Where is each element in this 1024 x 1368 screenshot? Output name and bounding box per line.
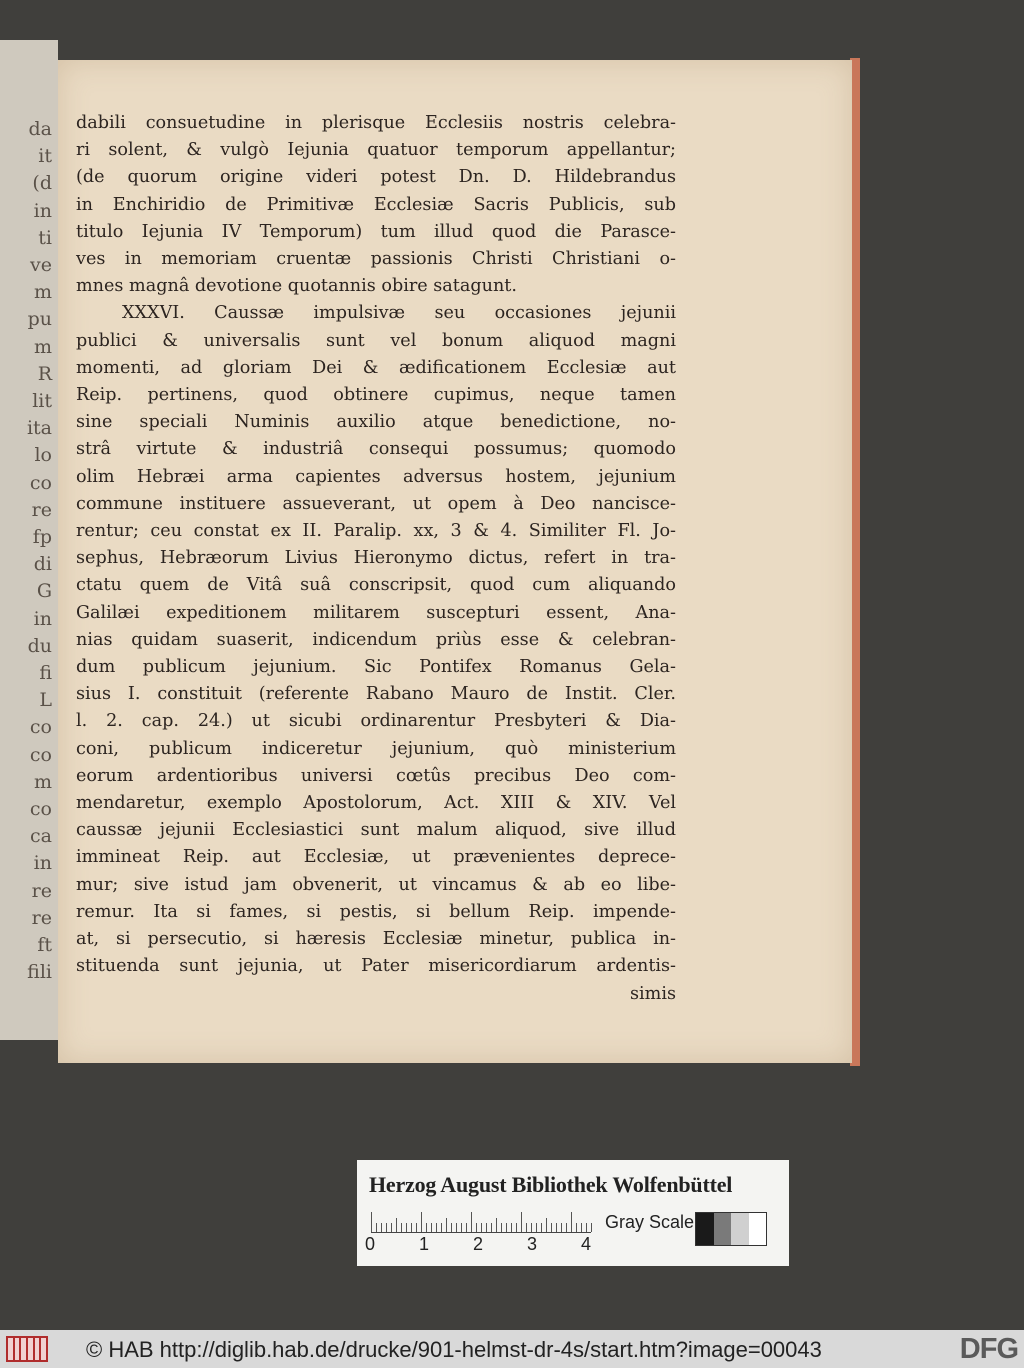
left-page-fragment: re xyxy=(31,906,52,929)
catchword: simis xyxy=(630,983,676,1004)
left-page-fragment: in xyxy=(33,199,52,222)
dfg-logo: DFG xyxy=(959,1333,1018,1365)
text-line: XXXVI. Caussæ impulsivæ seu occasiones jejunii xyxy=(122,303,676,324)
text-line: rentur; ceu constat ex II. Paralip. xx, 3 & 4. Similiter Fl. Jo- xyxy=(76,521,676,542)
text-line: in Enchiridio de Primitivæ Ecclesiæ Sacris Publicis, sub xyxy=(76,194,676,215)
ruler-tick xyxy=(371,1212,372,1232)
left-page-edge xyxy=(0,40,58,1040)
ruler-number: 2 xyxy=(473,1234,484,1254)
left-page-fragment: fili xyxy=(27,961,52,984)
text-line: dum publicum jejunium. Sic Pontifex Romanus Gela- xyxy=(76,657,676,678)
text-line: ctatu quem de Vitâ suâ conscripsit, quod cum aliquando xyxy=(76,575,676,596)
left-page-fragment: ca xyxy=(30,825,52,848)
left-page-fragment: da xyxy=(28,118,52,140)
text-line: dabili consuetudine in plerisque Ecclesiis nostris celebra- xyxy=(76,113,676,133)
left-page-fragment: co xyxy=(29,743,52,766)
ruler-tick xyxy=(591,1223,592,1232)
ruler-tick xyxy=(381,1223,382,1232)
ruler-tick xyxy=(441,1223,442,1232)
ruler-tick xyxy=(486,1223,487,1232)
ruler-tick xyxy=(426,1223,427,1232)
ruler-tick xyxy=(476,1223,477,1232)
text-line: mnes magnâ devotione quotannis obire satagunt. xyxy=(76,276,517,297)
ruler-tick xyxy=(556,1223,557,1232)
ruler-tick xyxy=(456,1223,457,1232)
left-page-fragment: L xyxy=(39,689,52,712)
left-page-fragment: co xyxy=(29,716,52,739)
ruler-tick xyxy=(386,1223,387,1232)
ruler-tick xyxy=(576,1223,577,1232)
ruler-tick xyxy=(586,1223,587,1232)
gray-scale-label: Gray Scale xyxy=(605,1212,695,1232)
left-page-fragment: du xyxy=(27,634,52,657)
text-line: l. 2. cap. 24.) ut sicubi ordinarentur Presbyteri & Dia- xyxy=(76,711,676,732)
ruler-tick xyxy=(491,1223,492,1232)
ruler-tick xyxy=(541,1223,542,1232)
gray-swatch xyxy=(714,1213,732,1245)
text-line: (de quorum origine videri potest Dn. D. Hildebrandus xyxy=(76,167,676,188)
ruler-number: 4 xyxy=(581,1234,592,1254)
left-page-fragment: ve xyxy=(30,254,52,276)
ruler-tick xyxy=(571,1212,572,1232)
text-line: sephus, Hebræorum Livius Hieronymo dictus, refert in tra- xyxy=(76,548,676,569)
left-page-fragment: re xyxy=(31,879,52,902)
library-name: Herzog August Bibliothek Wolfenbüttel xyxy=(369,1172,733,1197)
text-line: titulo Iejunia IV Temporum) tum illud quod die Parasce- xyxy=(76,221,676,242)
left-page-fragment: (d xyxy=(32,172,52,195)
ruler-tick xyxy=(551,1223,552,1232)
gray-scale-swatches xyxy=(695,1212,767,1246)
text-line: sius I. constituit (referente Rabano Mauro de Instit. Cler. xyxy=(76,684,676,705)
gray-swatch xyxy=(731,1213,749,1245)
text-line: mendaretur, exemplo Apostolorum, Act. XIII & XIV. Vel xyxy=(76,793,676,814)
ruler-tick xyxy=(451,1223,452,1232)
ruler-tick xyxy=(481,1223,482,1232)
left-page-fragment: lo xyxy=(34,444,52,467)
text-line: caussæ jejunii Ecclesiastici sunt malum aliquod, sive illud xyxy=(76,820,676,841)
ruler-tick xyxy=(506,1223,507,1232)
text-line: publici & universalis sunt vel bonum aliquod magni xyxy=(76,330,676,351)
text-line: olim Hebræi arma capientes adversus hostem, jejunium xyxy=(76,466,676,487)
hab-logo-icon xyxy=(6,1336,48,1362)
left-page-fragment: m xyxy=(33,281,52,304)
ruler-tick xyxy=(396,1218,397,1232)
ruler-tick xyxy=(411,1223,412,1232)
left-page-fragment: co xyxy=(29,471,52,494)
ruler-tick xyxy=(581,1223,582,1232)
ruler-tick xyxy=(501,1223,502,1232)
ruler-tick xyxy=(546,1218,547,1232)
ruler-tick xyxy=(436,1223,437,1232)
text-line: commune instituere assueverant, ut opem à Deo nancisce- xyxy=(76,493,676,514)
ruler-tick xyxy=(391,1223,392,1232)
ruler-tick xyxy=(536,1223,537,1232)
copyright-link[interactable]: © HAB http://diglib.hab.de/drucke/901-helmst-dr-4s/start.htm?image=00043 xyxy=(86,1337,822,1362)
ruler-tick xyxy=(376,1223,377,1232)
ruler-tick xyxy=(431,1223,432,1232)
gray-swatch xyxy=(696,1213,714,1245)
ruler-tick xyxy=(496,1218,497,1232)
ruler-tick xyxy=(446,1218,447,1232)
text-line: sine speciali Numinis auxilio atque benedictione, no- xyxy=(76,412,676,433)
color-target-card xyxy=(357,1160,789,1266)
ruler-tick xyxy=(526,1223,527,1232)
left-page-fragment: ft xyxy=(37,934,52,956)
text-line: momenti, ad gloriam Dei & ædificationem Ecclesiæ aut xyxy=(76,357,676,378)
scale-ruler xyxy=(371,1212,591,1233)
text-line: stituenda sunt jejunia, ut Pater misericordiarum ardentis- xyxy=(76,956,676,977)
ruler-tick xyxy=(421,1212,422,1232)
left-page-fragment: co xyxy=(29,798,52,820)
ruler-number: 0 xyxy=(365,1234,376,1254)
left-page-fragment: ti xyxy=(38,226,52,249)
book-page xyxy=(58,60,852,1063)
text-line: remur. Ita si fames, si pestis, si bellum Reip. impende- xyxy=(76,901,676,922)
text-line: strâ virtute & industriâ consequi possumus; quomodo xyxy=(76,439,676,460)
text-line: nias quidam suaserit, indicendum priùs esse & celebran- xyxy=(76,629,676,650)
ruler-tick xyxy=(511,1223,512,1232)
left-page-fragment: fp xyxy=(32,526,52,548)
text-line: ves in memoriam cruentæ passionis Christi Christiani o- xyxy=(76,249,676,270)
text-line: at, si persecutio, si hæresis Ecclesiæ minetur, publica in- xyxy=(76,929,676,950)
ruler-number: 3 xyxy=(527,1234,538,1254)
ruler-tick xyxy=(561,1223,562,1232)
ruler-tick xyxy=(416,1223,417,1232)
ruler-number: 1 xyxy=(419,1234,430,1254)
ruler-tick xyxy=(566,1223,567,1232)
ruler-tick xyxy=(406,1223,407,1232)
viewer-footer xyxy=(0,1330,1024,1368)
ruler-tick xyxy=(531,1223,532,1232)
ruler-tick xyxy=(516,1223,517,1232)
left-page-fragment: m xyxy=(33,335,52,358)
left-page-fragment: G xyxy=(36,580,52,603)
left-page-fragment: ita xyxy=(26,417,52,440)
left-page-fragment: lit xyxy=(32,390,52,412)
ruler-tick xyxy=(466,1223,467,1232)
left-page-fragment: in xyxy=(33,852,52,875)
text-line: eorum ardentioribus universi cœtûs precibus Deo com- xyxy=(76,765,676,786)
text-line: Galilæi expeditionem militarem suscepturi essent, Ana- xyxy=(76,602,676,623)
ruler-tick xyxy=(521,1212,522,1232)
left-page-fragment: R xyxy=(37,362,52,385)
text-line: Reip. pertinens, quod obtinere cupimus, neque tamen xyxy=(76,385,676,406)
ruler-tick xyxy=(461,1223,462,1232)
left-page-fragment: in xyxy=(33,607,52,630)
left-page-fragment: fi xyxy=(39,662,52,684)
text-line: mur; sive istud jam obvenerit, ut vincamus & ab eo libe- xyxy=(76,874,676,895)
left-page-fragment: di xyxy=(33,553,52,576)
text-line: coni, publicum indiceretur jejunium, quò ministerium xyxy=(76,738,676,759)
gray-swatch xyxy=(749,1213,767,1245)
left-page-fragment: it xyxy=(38,145,52,168)
text-line: ri solent, & vulgò Iejunia quatuor temporum appellantur; xyxy=(76,140,676,161)
page-text xyxy=(76,110,676,1008)
left-page-fragment: pu xyxy=(27,308,52,331)
ruler-tick xyxy=(471,1212,472,1232)
ruler-tick xyxy=(401,1223,402,1232)
left-page-fragment: re xyxy=(31,498,52,521)
text-line: immineat Reip. aut Ecclesiæ, ut prævenientes deprece- xyxy=(76,847,676,868)
left-page-fragment: m xyxy=(33,770,52,793)
